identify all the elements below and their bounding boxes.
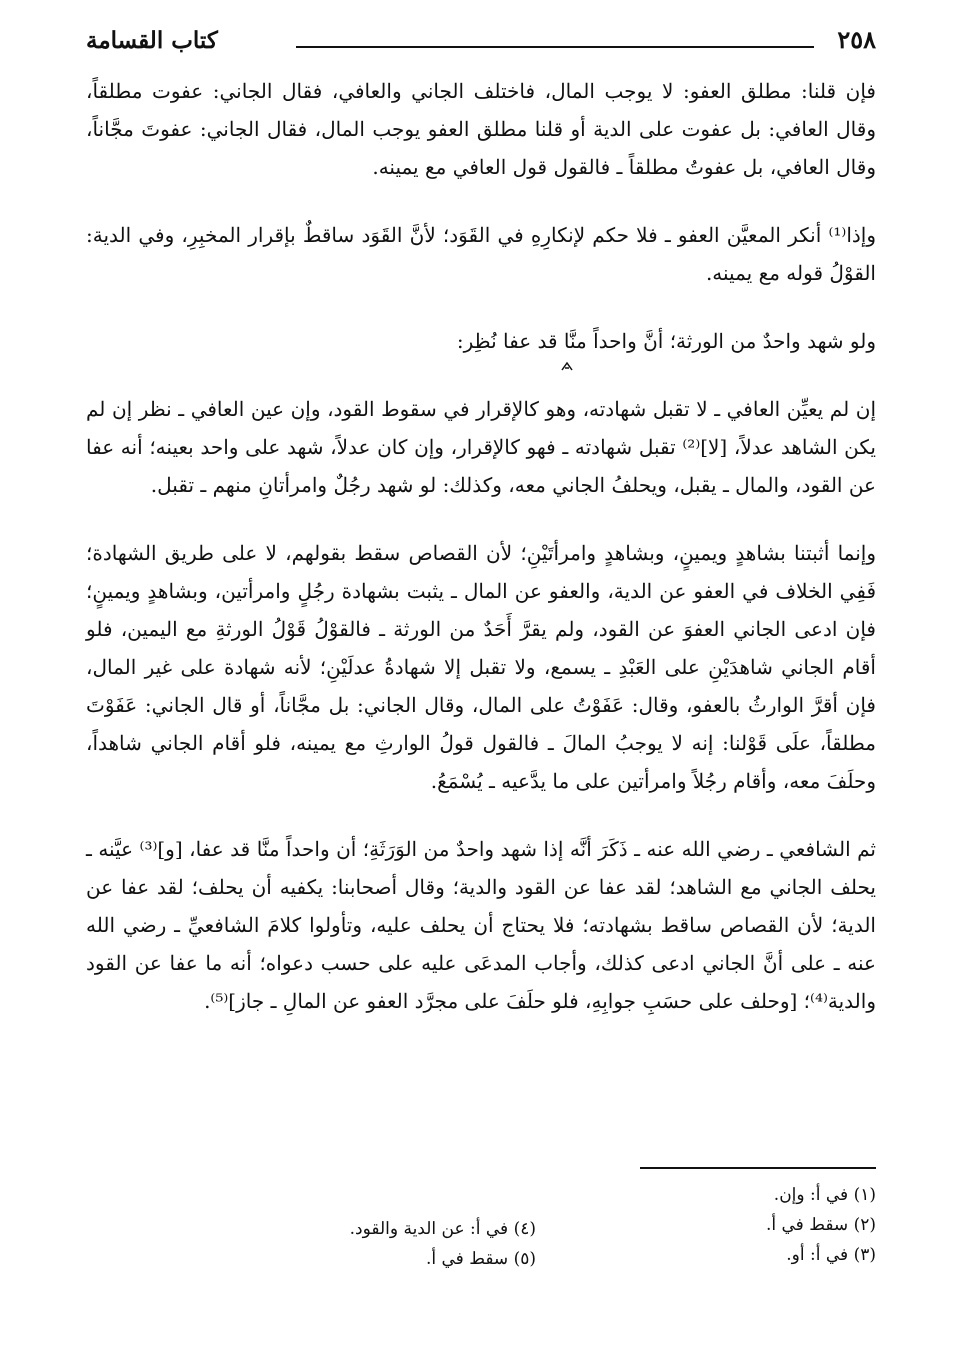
footnote: (١) في أ: وإن. [773,1185,876,1205]
footnote: (٣) في أ: أو. [786,1245,876,1265]
running-title: كتاب القسامة [86,27,218,54]
paragraph: ثم الشافعي ـ رضي الله عنه ـ ذَكَرَ أنَّه إذا شهد واحدٌ من الوَرَثَةِ؛ أن واحداً منَّا قد عفا، [و]⁽³⁾ عيَّنه ـ يحلف الجاني مع الشاهد؛ لقد عفا عن القود والدية؛ وقال أصحابنا: يكفيه أن يحلف؛ لقد عفا عن الدية؛ لأن القصاص ساقط بشهادته؛ فلا يحتاج أن يحلف عليه، وتأولوا كلامَ الشافعيِّ ـ رضي الله عنه ـ على أنَّ الجاني ادعى كذلك، وأجاب المدعَى عليه على حسب دعواه؛ أنه ما عفا عن القود والدية⁽⁴⁾؛ [وحلف على حسَبِ جوابِهِ، فلو حلَفَ على مجرَّد العفو عن المالِ ـ جاز]⁽⁵⁾. [86,837,876,1013]
footnotes-column-left [236,1214,536,1274]
paragraph: إن لم يعيِّن العافي ـ لا تقبل شهادته، وهو كالإقرار في سقوط القود، وإن عين العافي ـ نظر إن لم يكن الشاهد عدلاً، [لا]⁽²⁾ تقبل شهادته ـ فهو كالإقرار، وإن كان عدلاً، شهد على واحد بعينه؛ أنه عفا عن القود، والمال ـ يقبل، ويحلفُ الجاني معه، وكذلك: لو شهد رجُلٌ وامرأتانِ منهم ـ تقبل. [86,397,876,497]
footnote: (٤) في أ: عن الدية والقود. [349,1219,536,1239]
paragraph: ولو شهد واحدٌ من الورثة؛ أنَّ واحداً منَّا قد عفا نُظِر: [456,329,876,353]
page-header [86,24,876,58]
ornament-icon [560,360,574,374]
paragraph: فإن قلنا: مطلق العفو: لا يوجب المال، فاختلف الجاني والعافي، فقال الجاني: عفوت مطلقاً، وقال العافي: بل عفوت على الدية أو قلنا مطلق العفو يوجب المال، فقال الجاني: عفوتَ مجَّاناً، وقال العافي، بل عفوتُ مطلقاً ـ فالقول قول العافي مع يمينه. [86,79,876,179]
paragraph: وإنما أثبتنا بشاهدٍ ويمينٍ، وبشاهدٍ وامرأتَيْنِ؛ لأن القصاص سقط بقولهم، لا على طريق الشهادة؛ فَفِي الخلاف في العفو عن الدية، والعفو عن المال ـ يثبت بشهادة رجُلٍ وامرأتين، وبشاهدٍ ويمينٍ؛ فإن ادعى الجاني العفوَ عن القود، ولم يقرَّ أَحَدٌ من الورثة ـ فالقوْلُ قَوْلُ الورثةِ مع اليمين، فلو أقام الجاني شاهدَيْنِ على العَبْدِ ـ يسمع، ولا تقبل إلا شهادةُ عدلَيْنِ؛ لأنه شهادة على غير المال، فإن أقرَّ الوارثُ بالعفو، وقال: عَفَوْتُ على المال، وقال الجاني: بل مجَّاناً، أو قال الجاني: عَفَوْتَ مطلقاً، علَى قَوْلنا: إنه لا يوجبُ المالَ ـ فالقول قولُ الوارثِ مع يمينه، فلو أقام الجاني شاهداً، وحلَفَ معه، وأقام رجُلاً وامرأتين على ما يدَّعيه ـ يُسْمَعُ. [86,541,877,793]
footnote-rule [640,1167,876,1169]
footnote: (٥) سقط في أ. [425,1249,536,1269]
header-rule [296,46,814,48]
footnotes-column-right [576,1180,876,1270]
body-text [86,72,876,1040]
page-number: ٢٥٨ [837,25,876,54]
paragraph: وإذا⁽¹⁾ أنكر المعيَّن العفو ـ فلا حكم لإنكارِهِ في القَوَد؛ لأنَّ القَوَد ساقطٌ بإقرار المخبِرِ، وفي الدية: القوْلُ قوله مع يمينه. [86,223,876,285]
footnote: (٢) سقط في أ. [765,1215,876,1235]
